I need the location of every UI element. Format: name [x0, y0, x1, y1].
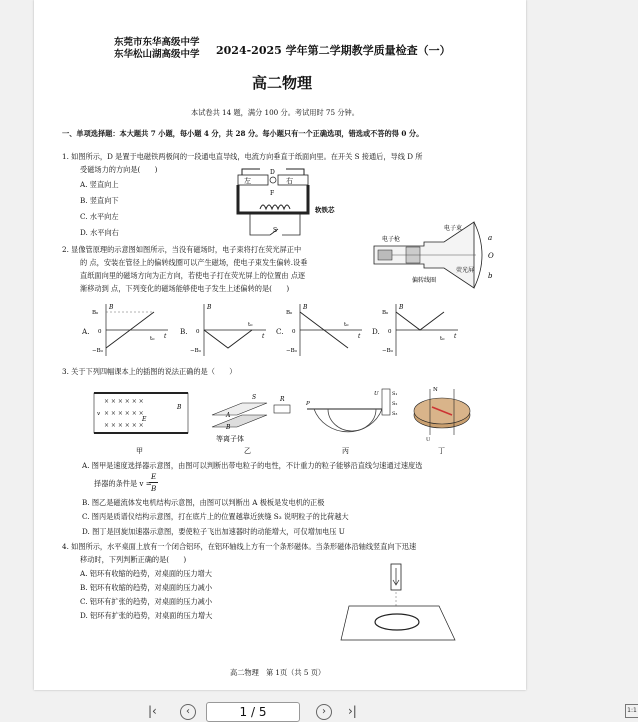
q2-option-a: A. [82, 327, 90, 336]
q3-option-a-line1: A. 图甲是速度选择器示意图，由图可以判断出带电粒子的电性，不计重力的粒子能够沿直线匀速通过速度选 [82, 461, 423, 470]
caption-ding: 丁 [438, 447, 445, 455]
fig-bing [305, 389, 397, 455]
graph-c-b0: B₀ [286, 310, 293, 316]
graph-a-negb0: −B₀ [92, 348, 103, 354]
q3-option-a-line2: 择器的条件是 v = [94, 479, 152, 488]
fraction-denominator: B [151, 484, 157, 493]
svg-text:× × × × × ×: × × × × × × [104, 422, 144, 429]
fig-bing-s2: S₂ [392, 401, 398, 407]
fig1-f-label: F [270, 190, 275, 197]
fig1-core-label: 软铁芯 [315, 206, 335, 214]
last-page-icon: ›| [348, 704, 357, 718]
q4-line1: 4. 如图所示，水平桌面上放有一个闭合铝环，在铝环轴线上方有一个条形磁体。当条形磁体沿轴线竖直向下迅速 [62, 542, 417, 551]
fig1-left-label: 左 [244, 177, 251, 185]
graph-b-b: B [207, 304, 212, 311]
graph-b-t0: t₀ [248, 322, 253, 328]
q2-line3: 直纸面向里的磁场方向为正方向，若使电子打在荧光屏上的位置由 点逐 [80, 271, 306, 280]
fig2-a-label: a [488, 234, 493, 242]
graph-d-t: t [454, 333, 457, 340]
q1-option-a: A. 竖直向上 [80, 180, 119, 189]
fig-bing-s3: S₃ [392, 411, 398, 417]
graph-a-b: B [109, 304, 114, 311]
fig-bing-p: P [306, 401, 310, 407]
q2-option-b: B. [180, 327, 188, 336]
q2-graph-a [92, 300, 172, 360]
svg-text:× × × × × ×: × × × × × × [104, 410, 144, 417]
fig-jia-b: B [177, 404, 182, 411]
fig-yi [212, 394, 290, 455]
fig2-o-label: O [488, 252, 494, 260]
caption-bing: 丙 [342, 447, 349, 455]
fig-jia-v: v [97, 411, 101, 417]
q3-line1: 3. 关于下列四幅课本上的插图的说法正确的是（ ） [62, 367, 237, 376]
graph-b-zero: 0 [196, 329, 200, 335]
page-title: 高二物理 [252, 74, 313, 92]
exam-info: 本试卷共 14 题，满分 100 分。考试用时 75 分钟。 [191, 108, 359, 117]
q4-option-c: C. 铝环有扩张的趋势，对桌面的压力减小 [80, 597, 213, 606]
fig-yi-s: S [252, 394, 257, 401]
fig-bing-u: U [374, 391, 379, 397]
q2-line2: 的 点，安装在管径上的偏转线圈可以产生磁场，使电子束发生偏转.设垂 [80, 258, 308, 267]
q2-crt-figure [364, 220, 499, 292]
caption-yi: 乙 [244, 447, 251, 455]
fig2-b-label: b [488, 272, 493, 280]
q4-option-d: D. 铝环有扩张的趋势，对桌面的压力增大 [80, 611, 213, 620]
fig1-right-label: 右 [286, 177, 293, 185]
q4-ring-magnet-figure [339, 562, 459, 652]
fig1-d-label: D [270, 169, 275, 176]
graph-b-negb0: −B₀ [190, 348, 201, 354]
wire-d-symbol [270, 177, 276, 183]
fig-yi-plasma: 等离子体 [216, 435, 244, 443]
graph-d-negb0: −B₀ [382, 348, 393, 354]
graph-b-t: t [262, 333, 265, 340]
zoom-icon: 1:1 [627, 707, 637, 714]
fig-yi-a: A [226, 412, 231, 419]
fig1-s-label: S [273, 227, 278, 234]
fig-ding-u: U [426, 437, 431, 443]
table-surface [341, 606, 455, 640]
graph-a-t: t [164, 333, 167, 340]
fig-yi-r: R [280, 396, 285, 403]
graph-d-b0: B₀ [382, 310, 389, 316]
caption-jia: 甲 [136, 447, 143, 455]
q3-option-b: B. 图乙是磁流体发电机结构示意图，由图可以判断出 A 极板是发电机的正极 [82, 498, 325, 507]
q3-figures [92, 385, 472, 457]
q3-option-d: D. 图丁是回旋加速器示意图，要使粒子飞出加速器时的动能增大，可仅增加电压 U [82, 527, 345, 536]
q3-option-c: C. 图丙是质谱仪结构示意图，打在底片上的位置越靠近狭缝 S₃ 说明粒子的比荷越大 [82, 512, 349, 521]
prev-page-icon: ‹ [186, 706, 190, 717]
school-name-2: 东华松山湖高级中学 [114, 49, 200, 60]
first-page-button[interactable] [148, 704, 157, 718]
q2-option-d: D. [372, 327, 380, 336]
graph-a-b0: B₀ [92, 310, 99, 316]
last-page-button[interactable] [348, 704, 357, 718]
q2-graph-b [190, 300, 270, 360]
fig-yi-b: B [226, 424, 231, 431]
fig2-gun-label: 电子枪 [382, 236, 401, 243]
q2-graph-c [286, 300, 366, 360]
graph-d-b: B [399, 304, 404, 311]
q1-electromagnet-figure [220, 165, 345, 243]
fraction-bar [149, 482, 158, 483]
graph-a-zero: 0 [98, 329, 102, 335]
q2-line1: 2. 显像管原理的示意图如图所示，当没有磁场时，电子束将打在荧光屏正中 [62, 245, 302, 254]
graph-d-zero: 0 [388, 329, 392, 335]
fig2-screen-label: 荧光屏 [456, 267, 475, 274]
q1-line2: 受磁场力的方向是( ) [80, 165, 158, 174]
fig-ding-n: N [433, 387, 438, 393]
q4-option-b: B. 铝环有收缩的趋势，对桌面的压力减小 [80, 583, 213, 592]
fig-jia-e: E [142, 416, 147, 423]
fig-ding [414, 387, 470, 455]
school-name-1: 东莞市东华高级中学 [114, 37, 200, 48]
q2-option-c: C. [276, 327, 284, 336]
fig-bing-s1: S₁ [392, 391, 398, 397]
fig-jia [94, 393, 188, 455]
q4-line2: 移动时，下列判断正确的是( ) [80, 555, 187, 564]
graph-c-t: t [358, 333, 361, 340]
graph-c-negb0: −B₀ [286, 348, 297, 354]
first-page-icon: |‹ [148, 704, 157, 718]
graph-a-t0: t₀ [150, 336, 155, 342]
section-heading: 一、单项选择题：本大题共 7 小题，每小题 4 分，共 28 分。每小题只有一个正确选项，错选或不答的得 0 分。 [62, 129, 424, 138]
q1-option-d: D. 水平向右 [80, 228, 119, 237]
graph-d-t0: t₀ [440, 336, 445, 342]
exam-title: 2024-2025 学年第二学期教学质量检查（一） [216, 44, 451, 57]
graph-c-zero: 0 [292, 329, 296, 335]
page-indicator[interactable]: 1 / 5 [206, 702, 300, 722]
q2-graph-d [382, 300, 462, 360]
q4-option-a: A. 铝环有收缩的趋势，对桌面的压力增大 [80, 569, 212, 578]
zoom-button[interactable] [625, 704, 638, 718]
fraction-numerator: E [151, 472, 157, 481]
page-footer: 高二物理 第 1页（共 5 页） [230, 668, 326, 677]
graph-c-b: B [303, 304, 308, 311]
q2-line4: 渐移动到 点，下列变化的磁场能够使电子发生上述偏转的是( ) [80, 284, 290, 293]
q1-line1: 1. 如图所示，D 是置于电磁铁两极间的一段通电直导线，电流方向垂直于纸面向里。在开关 S 接通后，导线 D 所 [62, 152, 423, 161]
fig2-coil-label: 偏转线圈 [412, 277, 437, 284]
svg-text:× × × × × ×: × × × × × × [104, 398, 144, 405]
q1-option-c: C. 水平向左 [80, 212, 119, 221]
fig2-beam-label: 电子束 [444, 225, 463, 232]
q1-option-b: B. 竖直向下 [80, 196, 119, 205]
document-page [34, 0, 526, 690]
next-page-icon: › [322, 706, 326, 717]
graph-c-t0: t₀ [344, 322, 349, 328]
